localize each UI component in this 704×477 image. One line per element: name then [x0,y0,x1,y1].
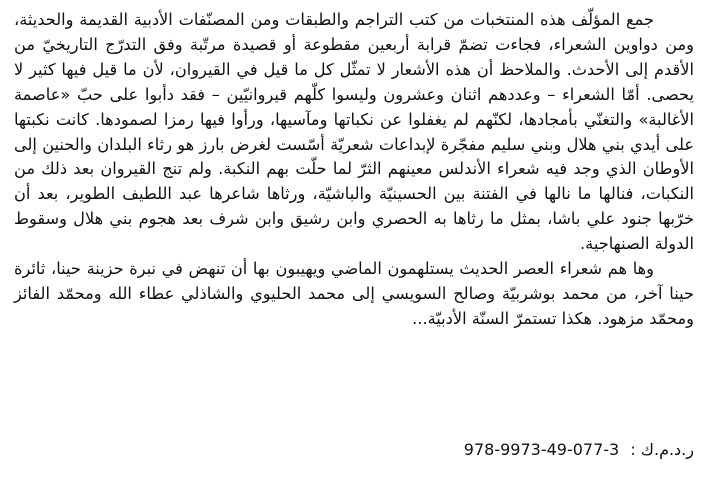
paragraph-2: وها هم شعراء العصر الحديث يستلهمون الماضي ويهيبون بها أن تنهض في نبرة حزينة حينا، ثائرة حينا آخر، من محمد بوشربيّة وصالح السويسي إلى محمد الحليوي والشاذلي عطاء الله ومحمّد الفائز ومحمّد مزهود. هكذا تستمرّ السنّة الأدبيّة... [14,259,694,328]
isbn-number: 978-9973-49-077-3 [463,440,620,459]
isbn-label: ر.د.م.ك : [630,440,694,459]
paragraph-1: جمع المؤلّف هذه المنتخبات من كتب التراجم والطبقات ومن المصنّفات الأدبية القديمة والحديثة، ومن دواوين الشعراء، فجاءت تضمّ قرابة أربعين مقطوعة أو قصيدة مرتّبة وفق التدرّج التاريخيّ من الأقدم إلى الأحدث. والملاحظ أن هذه الأشعار لا تمثّل كل ما قيل في القيروان، لأن ما قيل فيها كثير لا يحصى. أمّا الشعراء – وعددهم اثنان وعشرون وليسوا كلّهم قيروانيّين – فقد دأبوا على حبّ «عاصمة الأغالبة» والتغنّي بأمجادها، لكنّهم لم يغفلوا عن نكباتها ومآسيها، ورأوا فيها رمزا لصمودها. كانت نكبتها على أيدي بني هلال وبني سليم مفجّرة لإبداعات شعريّة أسّست لغرض بارز هو رثاء البلدان والحنين إلى الأوطان الذي وجد فيه شعراء الأندلس معينهم الثرّ لما حلّت بهم النكبة. ولم تنج القيروان بعد ذلك من النكبات، فنالها ما نالها في الفتنة بين الحسينيّة والباشيّة، ورثاها شاعرها عبد اللطيف الطوير، بعد أن خرّبها جنود علي باشا، بمثل ما رثاها به الحصري وابن رشيق وابن شرف بعد هجوم بني هلال وسقوط الدولة الصنهاجية. [14,10,694,254]
book-back-cover-text [14,8,694,470]
isbn-line [402,438,694,462]
